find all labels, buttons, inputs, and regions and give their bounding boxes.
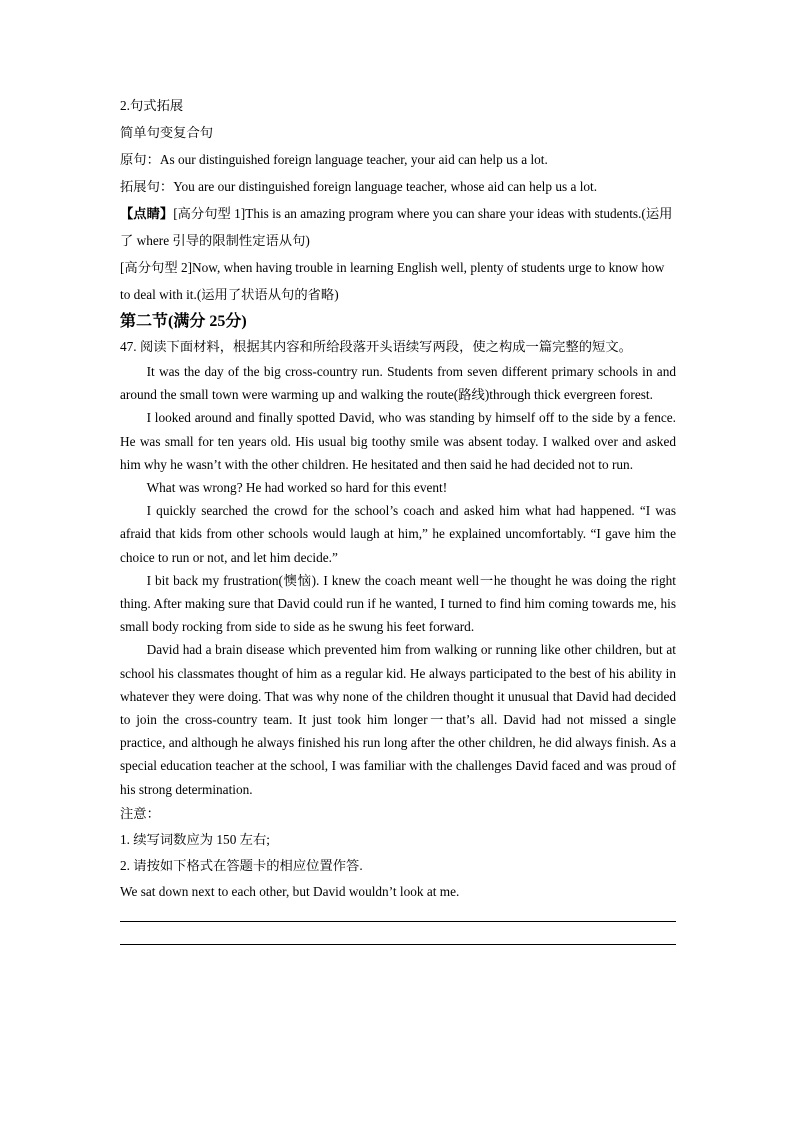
story-paragraph: I bit back my frustration(懊恼). I knew the coach meant well一he thought he was doing the right thing. After making sure that David could run if he wanted, I turned to find him coming towards me, his small body rocking from side to side as he swung his feet forward. <box>120 572 676 635</box>
note-1: 1. 续写词数应为 150 左右; <box>120 831 270 847</box>
expanded-sentence <box>120 173 676 200</box>
story-paragraph: What was wrong? He had worked so hard for this event! <box>146 480 448 496</box>
tip-bracket: 【点睛】 <box>120 206 174 221</box>
answer-line <box>120 921 676 922</box>
tip-1 <box>120 200 676 254</box>
section-subtitle: 简单句变复合句 <box>120 125 214 140</box>
story-paragraph: I looked around and finally spotted David, who was standing by himself off to the side by a fence. He was small for ten years old. His usual big toothy smile was absent today. I walked over and asked him why he wasn’t with the other children. He hesitated and then said he had decided not to run. <box>120 410 676 472</box>
tip-2: [高分句型 2]Now, when having trouble in learning English well, plenty of students urge to know how to deal with it.(运用了状语从句的省略) <box>120 260 665 302</box>
story-paragraph: It was the day of the big cross-country run. Students from seven different primary schools in and around the small town were warming up and walking the route(路线)through thick evergreen forest. <box>120 364 676 403</box>
story-paragraph: David had a brain disease which prevented him from walking or running like other children, but at school his classmates thought of him as a regular kid. He always participated to the best of his ability in whatever they were doing. That was why none of the children thought it unusual that David had decided to join the cross-country team. It just took him longer一that’s all. David had not missed a single practice, and although he always finished his run long after the other children, he did always finish. As a special education teacher at the school, I was familiar with the challenges David faced and was proud of his strong determination. <box>120 642 676 797</box>
note-label: 注意： <box>120 805 160 821</box>
original-label: 原句： <box>120 152 160 167</box>
document-page <box>120 92 676 945</box>
tip-1-text: [高分句型 1]This is an amazing program where you can share your ideas with students.(运用了 where 引导的限制性定语从句) <box>120 206 673 248</box>
note-2: 2. 请按如下格式在答题卡的相应位置作答. <box>120 857 363 873</box>
section-heading: 第二节(满分 25分) <box>120 313 247 330</box>
section-title: 2.句式拓展 <box>120 98 184 113</box>
question-prompt: 47. 阅读下面材料，根据其内容和所给段落开头语续写两段，使之构成一篇完整的短文。 <box>120 339 632 354</box>
original-text: As our distinguished foreign language teacher, your aid can help us a lot. <box>159 152 548 167</box>
original-sentence <box>120 146 676 173</box>
expanded-label: 拓展句： <box>120 179 174 194</box>
story-paragraph: I quickly searched the crowd for the school’s coach and asked him what had happened. “I was afraid that kids from other schools would laugh at him,” he explained uncomfortably. “I gave him the choice to run or not, and let him decide.” <box>120 503 676 565</box>
answer-line <box>120 944 676 945</box>
expanded-text: You are our distinguished foreign language teacher, whose aid can help us a lot. <box>173 179 598 194</box>
opening-line: We sat down next to each other, but David wouldn’t look at me. <box>120 883 460 899</box>
